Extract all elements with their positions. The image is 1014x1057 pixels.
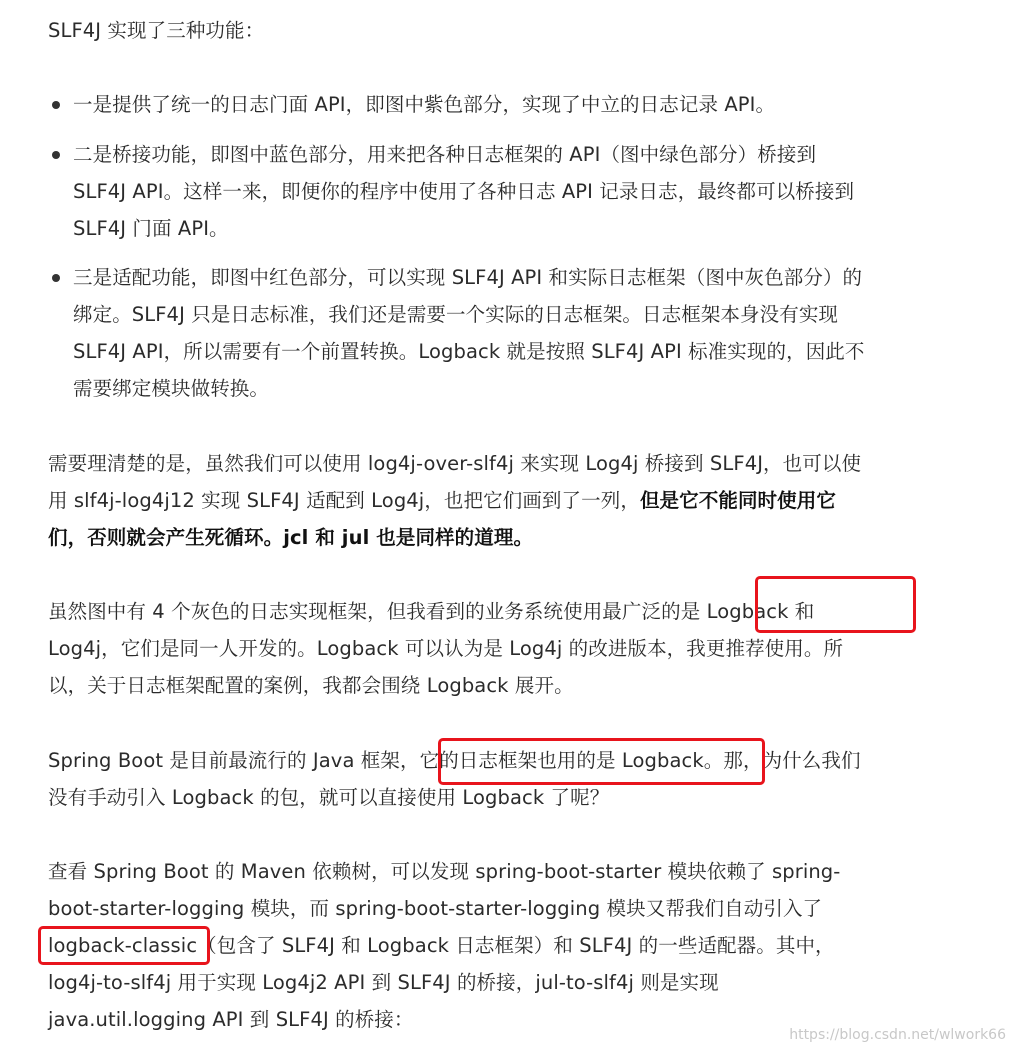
list-item: 二是桥接功能，即图中蓝色部分，用来把各种日志框架的 API（图中绿色部分）桥接到 — [73, 143, 817, 166]
paragraph-line: 需要理清楚的是，虽然我们可以使用 log4j-over-slf4j 来实现 Log4j 桥接到 SLF4J，也可以使 — [48, 452, 862, 475]
bullet-dot — [52, 151, 60, 159]
highlight-box-spring-logback — [438, 738, 765, 785]
list-item: SLF4J 门面 API。 — [73, 217, 229, 240]
paragraph-line — [48, 489, 836, 513]
paragraph-line: logback-classic（包含了 SLF4J 和 Logback 日志框架）和 SLF4J 的一些适配器。其中， — [48, 934, 835, 957]
list-item: 需要绑定模块做转换。 — [73, 377, 270, 400]
list-item: 一是提供了统一的日志门面 API，即图中紫色部分，实现了中立的日志记录 API。 — [73, 93, 776, 116]
paragraph-line: boot-starter-logging 模块，而 spring-boot-starter-logging 模块又帮我们自动引入了 — [48, 897, 823, 920]
bullet-dot — [52, 101, 60, 109]
watermark: https://blog.csdn.net/wlwork66 — [789, 1027, 1006, 1043]
bold-text: 但是它不能同时使用它 — [639, 489, 836, 512]
highlight-box-logback-classic — [38, 926, 210, 965]
paragraph-text: 用 slf4j-log4j12 实现 SLF4J 适配到 Log4j，也把它们画到了一列， — [48, 489, 640, 512]
list-item: SLF4J API。这样一来，即便你的程序中使用了各种日志 API 记录日志，最终都可以桥接到 — [73, 180, 855, 203]
intro-text: SLF4J 实现了三种功能： — [48, 19, 265, 42]
list-item: 绑定。SLF4J 只是日志标准，我们还是需要一个实际的日志框架。日志框架本身没有实现 — [73, 303, 839, 326]
paragraph-line: 没有手动引入 Logback 的包，就可以直接使用 Logback 了呢？ — [48, 786, 610, 809]
paragraph-line: 以，关于日志框架配置的案例，我都会围绕 Logback 展开。 — [48, 674, 574, 697]
list-item: SLF4J API，所以需要有一个前置转换。Logback 就是按照 SLF4J API 标准实现的，因此不 — [73, 340, 865, 363]
highlight-box-logback — [755, 576, 916, 633]
paragraph-line: 查看 Spring Boot 的 Maven 依赖树，可以发现 spring-boot-starter 模块依赖了 spring- — [48, 860, 841, 883]
paragraph-line: Log4j，它们是同一人开发的。Logback 可以认为是 Log4j 的改进版本，我更推荐使用。所 — [48, 637, 844, 660]
paragraph-line: 虽然图中有 4 个灰色的日志实现框架，但我看到的业务系统使用最广泛的是 Logback 和 — [48, 600, 815, 623]
list-item: 三是适配功能，即图中红色部分，可以实现 SLF4J API 和实际日志框架（图中灰色部分）的 — [73, 266, 863, 289]
paragraph-line: java.util.logging API 到 SLF4J 的桥接： — [48, 1008, 414, 1031]
bold-text: 们，否则就会产生死循环。jcl 和 jul 也是同样的道理。 — [48, 526, 534, 549]
bullet-dot — [52, 274, 60, 282]
paragraph-line: log4j-to-slf4j 用于实现 Log4j2 API 到 SLF4J 的桥接，jul-to-slf4j 则是实现 — [48, 971, 719, 994]
paragraph-line: Spring Boot 是目前最流行的 Java 框架，它的日志框架也用的是 Logback。那，为什么我们 — [48, 749, 861, 772]
